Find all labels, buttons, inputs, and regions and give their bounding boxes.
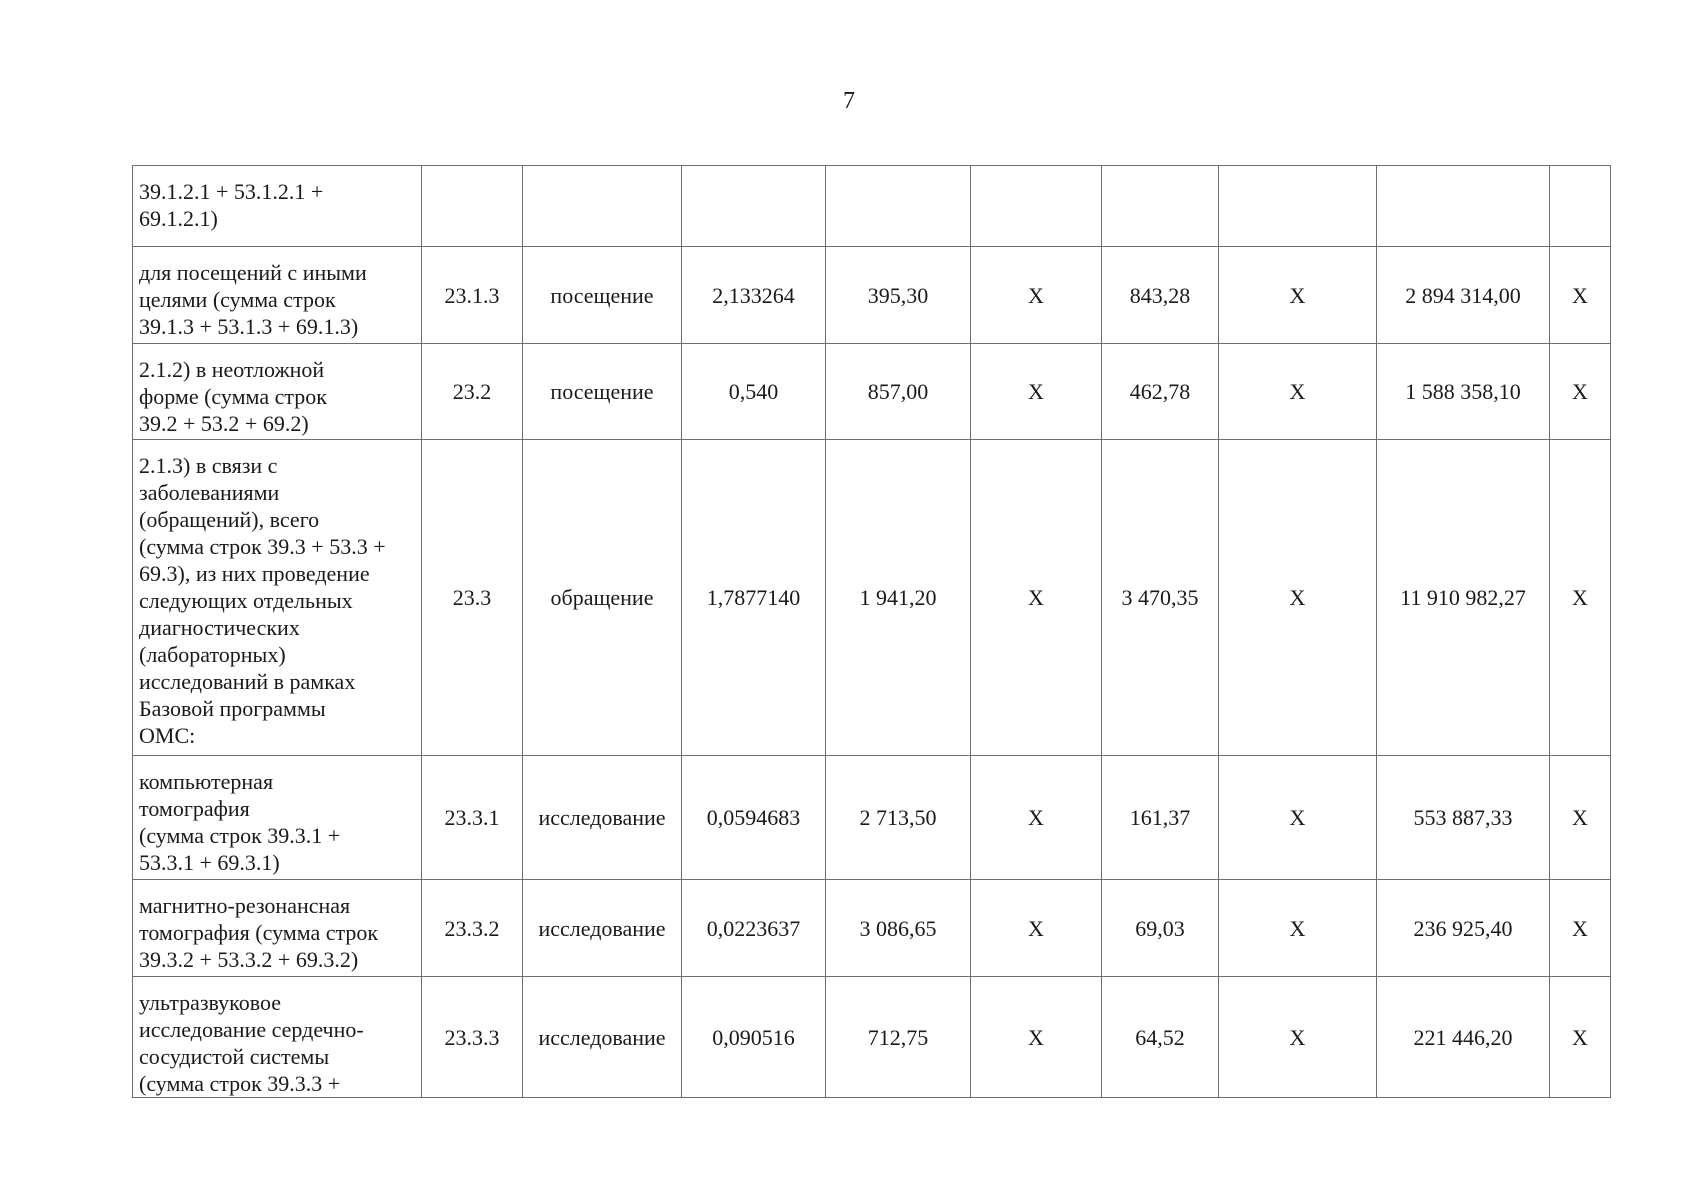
row-per-capita: 161,37 — [1102, 756, 1219, 880]
description-line: исследование сердечно- — [139, 1017, 364, 1042]
description-line: Базовой программы — [139, 696, 326, 721]
row-cost — [826, 166, 971, 247]
row-unit: исследование — [523, 977, 682, 1098]
row-total: 553 887,33 — [1377, 756, 1550, 880]
row-description — [133, 247, 422, 344]
row-total: 221 446,20 — [1377, 977, 1550, 1098]
row-description — [133, 166, 422, 247]
row-total: 11 910 982,27 — [1377, 440, 1550, 756]
row-x-mark: X — [1219, 247, 1377, 344]
row-unit: исследование — [523, 880, 682, 977]
table-row — [133, 344, 1611, 440]
description-line: компьютерная — [139, 769, 274, 794]
row-cost: 1 941,20 — [826, 440, 971, 756]
row-cost: 2 713,50 — [826, 756, 971, 880]
row-code — [422, 166, 523, 247]
description-line: диагностических — [139, 615, 300, 640]
row-per-capita: 69,03 — [1102, 880, 1219, 977]
description-line: для посещений с иными — [139, 260, 367, 285]
row-x-mark: X — [971, 440, 1102, 756]
page-number: 7 — [843, 88, 855, 114]
description-line: магнитно-резонансная — [139, 893, 351, 918]
row-volume: 0,0594683 — [682, 756, 826, 880]
description-line: 2.1.3) в связи с — [139, 453, 278, 478]
row-volume: 0,090516 — [682, 977, 826, 1098]
row-per-capita — [1102, 166, 1219, 247]
description-line: 39.3.2 + 53.3.2 + 69.3.2) — [139, 947, 359, 972]
row-per-capita: 462,78 — [1102, 344, 1219, 440]
description-line: 69.3), из них проведение — [139, 561, 370, 586]
table-row — [133, 880, 1611, 977]
description-line: (сумма строк 39.3.3 + — [139, 1071, 341, 1096]
row-x-mark: X — [971, 977, 1102, 1098]
row-x-mark: X — [1550, 977, 1611, 1098]
data-table — [132, 165, 1611, 1098]
row-total: 2 894 314,00 — [1377, 247, 1550, 344]
description-line: (лабораторных) — [139, 642, 286, 667]
table-row — [133, 756, 1611, 880]
description-line: томография — [139, 796, 250, 821]
row-per-capita: 3 470,35 — [1102, 440, 1219, 756]
table-row — [133, 977, 1611, 1098]
row-volume: 0,0223637 — [682, 880, 826, 977]
description-line: ультразвуковое — [139, 990, 282, 1015]
row-x-mark: X — [1550, 756, 1611, 880]
row-unit — [523, 166, 682, 247]
row-x-mark: X — [971, 247, 1102, 344]
row-cost: 857,00 — [826, 344, 971, 440]
description-line: 2.1.2) в неотложной — [139, 357, 325, 382]
row-volume: 1,7877140 — [682, 440, 826, 756]
row-unit: посещение — [523, 344, 682, 440]
row-cost: 712,75 — [826, 977, 971, 1098]
row-code: 23.2 — [422, 344, 523, 440]
row-description — [133, 880, 422, 977]
table-body — [133, 166, 1611, 1098]
table-row — [133, 440, 1611, 756]
row-x-mark: X — [1550, 440, 1611, 756]
description-line: 53.3.1 + 69.3.1) — [139, 850, 280, 875]
row-x-mark: X — [1550, 344, 1611, 440]
row-unit: посещение — [523, 247, 682, 344]
row-x-mark: X — [1219, 344, 1377, 440]
table-row — [133, 247, 1611, 344]
description-line: (обращений), всего — [139, 507, 320, 532]
row-x-mark — [971, 166, 1102, 247]
row-code: 23.3.1 — [422, 756, 523, 880]
row-cost: 395,30 — [826, 247, 971, 344]
description-line: (сумма строк 39.3.1 + — [139, 823, 341, 848]
description-line: 39.2 + 53.2 + 69.2) — [139, 411, 309, 436]
row-x-mark: X — [1550, 880, 1611, 977]
description-line: целями (сумма строк — [139, 287, 336, 312]
row-volume — [682, 166, 826, 247]
description-line: сосудистой системы — [139, 1044, 330, 1069]
description-line: 39.1.2.1 + 53.1.2.1 + — [139, 179, 324, 204]
row-x-mark: X — [1219, 440, 1377, 756]
row-code: 23.3.2 — [422, 880, 523, 977]
row-description — [133, 756, 422, 880]
row-x-mark: X — [971, 880, 1102, 977]
description-line: исследований в рамках — [139, 669, 356, 694]
row-code: 23.1.3 — [422, 247, 523, 344]
row-description — [133, 977, 422, 1098]
row-per-capita: 843,28 — [1102, 247, 1219, 344]
row-description — [133, 440, 422, 756]
row-description — [133, 344, 422, 440]
row-unit: исследование — [523, 756, 682, 880]
row-total: 236 925,40 — [1377, 880, 1550, 977]
description-line: форме (сумма строк — [139, 384, 327, 409]
description-line: заболеваниями — [139, 480, 280, 505]
row-x-mark: X — [971, 756, 1102, 880]
row-code: 23.3 — [422, 440, 523, 756]
row-volume: 0,540 — [682, 344, 826, 440]
row-x-mark: X — [1219, 756, 1377, 880]
table-row — [133, 166, 1611, 247]
description-line: (сумма строк 39.3 + 53.3 + — [139, 534, 386, 559]
row-x-mark — [1550, 166, 1611, 247]
description-line: 69.1.2.1) — [139, 206, 218, 231]
description-line: томография (сумма строк — [139, 920, 379, 945]
row-x-mark: X — [1219, 977, 1377, 1098]
row-total: 1 588 358,10 — [1377, 344, 1550, 440]
description-line: ОМС: — [139, 723, 196, 748]
description-line: 39.1.3 + 53.1.3 + 69.1.3) — [139, 314, 359, 339]
row-per-capita: 64,52 — [1102, 977, 1219, 1098]
row-x-mark: X — [971, 344, 1102, 440]
row-code: 23.3.3 — [422, 977, 523, 1098]
row-x-mark — [1219, 166, 1377, 247]
row-x-mark: X — [1219, 880, 1377, 977]
row-unit: обращение — [523, 440, 682, 756]
row-total — [1377, 166, 1550, 247]
row-cost: 3 086,65 — [826, 880, 971, 977]
row-x-mark: X — [1550, 247, 1611, 344]
description-line: следующих отдельных — [139, 588, 353, 613]
row-volume: 2,133264 — [682, 247, 826, 344]
